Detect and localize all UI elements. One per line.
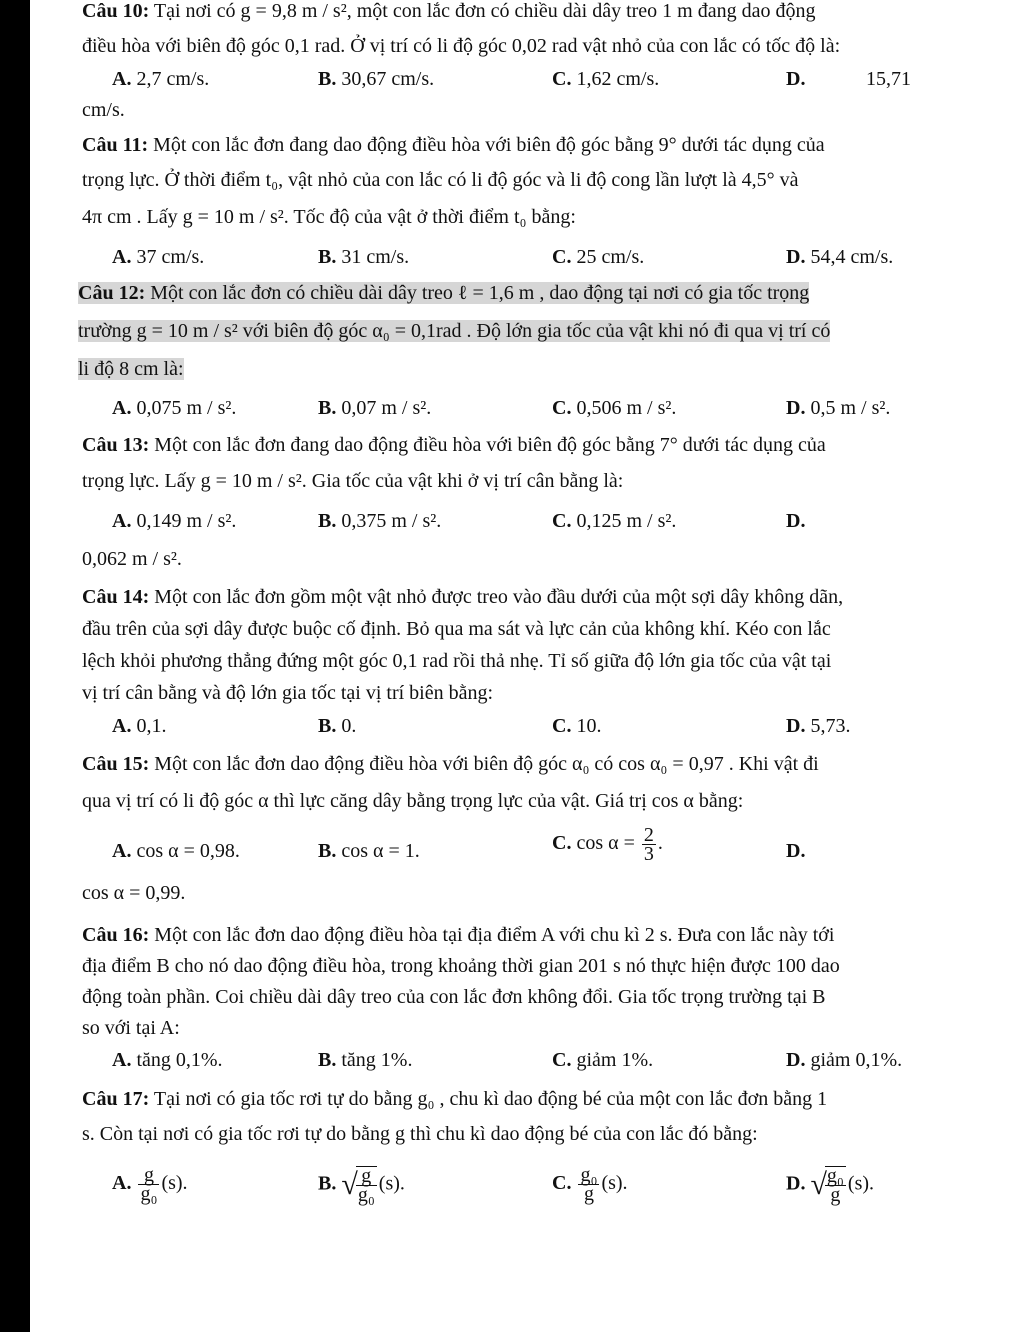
q10-option-d-value: 15,71: [866, 68, 911, 90]
q14-line-3: lệch khỏi phương thẳng đứng một góc 0,1 rad rồi thả nhẹ. Tỉ số giữa độ lớn gia tốc của vật tại: [82, 650, 832, 672]
q17-b-sqrt: √ $\frac{g}{\text{g₀}}$: [341, 1165, 375, 1206]
q16-line-1: Câu 16: Một con lắc đơn dao động điều hòa tại địa điểm A với chu kì 2 s. Đưa con lắc này tới: [82, 924, 835, 946]
q10-line-1: [82, 0, 922, 24]
q11-option-a: A. 37 cm/s.: [112, 246, 205, 268]
q12-line-2: trường g = 10 m / s² với biên độ góc α₀ = 0,1rad . Độ lớn gia tốc của vật khi nó đi qua vị trí có: [78, 320, 831, 342]
q16-line-3: động toàn phần. Coi chiều dài dây treo của con lắc đơn không đổi. Gia tốc trọng trường tại B: [82, 986, 826, 1008]
q15-option-c: C. cos α = $\frac{2}{3}$ .: [552, 824, 663, 865]
q14-line-1: Câu 14: Một con lắc đơn gồm một vật nhỏ được treo vào đầu dưới của một sợi dây không dãn,: [82, 586, 844, 608]
q15-option-a: A. cos α = 0,98.: [112, 840, 240, 862]
q12-label: Câu 12:: [78, 282, 146, 304]
q11-label: Câu 11:: [82, 134, 149, 156]
q16-line-4: so với tại A:: [82, 1017, 180, 1039]
q12-option-a: A. 0,075 m / s².: [112, 397, 237, 419]
q13-option-d: D.: [786, 510, 806, 532]
q17-option-b: B. √ $\frac{g}{\text{g₀}}$ (s).: [318, 1165, 405, 1206]
q16-option-d: D. giảm 0,1%.: [786, 1049, 903, 1071]
q14-option-a: A. 0,1.: [112, 715, 167, 737]
q17-label: Câu 17:: [82, 1088, 150, 1110]
q12-line-3: li độ 8 cm là:: [78, 358, 184, 380]
q10-option-c: C. 1,62 cm/s.: [552, 68, 660, 90]
q17-d-sqrt: √ $\frac{\text{g₀}}{g}$: [810, 1165, 844, 1206]
q16-label: Câu 16:: [82, 924, 150, 946]
q13-option-a: A. 0,149 m / s².: [112, 510, 237, 532]
q10-option-a: A. 2,7 cm/s.: [112, 68, 210, 90]
q14-label: Câu 14:: [82, 586, 150, 608]
left-scan-border: [0, 0, 30, 1332]
q13-label: Câu 13:: [82, 434, 150, 456]
q13-option-b: B. 0,375 m / s².: [318, 510, 442, 532]
q14-option-c: C. 10.: [552, 715, 602, 737]
q15-option-d-cont: cos α = 0,99.: [82, 882, 186, 904]
q12-line-1: Câu 12: Một con lắc đơn có chiều dài dây treo ℓ = 1,6 m , dao động tại nơi có gia tốc trọng: [78, 282, 810, 304]
q15-line-1: Câu 15: Một con lắc đơn dao động điều hòa với biên độ góc α₀ có cos α₀ = 0,97 . Khi vật đi: [82, 753, 819, 775]
q15-option-b: B. cos α = 1.: [318, 840, 420, 862]
q16-line-2: địa điểm B cho nó dao động điều hòa, trong khoảng thời gian 201 s nó thực hiện được 100 dao: [82, 955, 840, 977]
q11-line-2: trọng lực. Ở thời điểm t₀, vật nhỏ của con lắc có li độ góc và li độ cong lần lượt là 4,5° và: [82, 169, 799, 191]
q10-option-d: D.: [786, 68, 806, 90]
q16-option-c: C. giảm 1%.: [552, 1049, 654, 1071]
q17-option-a: A. $\frac{g}{\text{g₀}}$ (s).: [112, 1164, 188, 1205]
q11-option-c: C. 25 cm/s.: [552, 246, 645, 268]
q15-line-2: qua vị trí có li độ góc α thì lực căng dây bằng trọng lực của vật. Giá trị cos α bằng:: [82, 790, 744, 812]
q17-option-d: D. √ $\frac{\text{g₀}}{g}$ (s).: [786, 1165, 875, 1206]
q13-line-1: Câu 13: Một con lắc đơn đang dao động điều hòa với biên độ góc bằng 7° dưới tác dụng của: [82, 434, 826, 456]
q10-text-1: Tại nơi có g = 9,8 m / s², một con lắc đơn có chiều dài dây treo 1 m đang dao động: [149, 0, 816, 22]
q17-a-fraction: $\frac{g}{\text{g₀}}$: [140, 1164, 158, 1205]
q15-label: Câu 15:: [82, 753, 150, 775]
q10-label: Câu 10:: [82, 0, 150, 22]
q12-option-d: D. 0,5 m / s².: [786, 397, 891, 419]
q11-line-3: 4π cm . Lấy g = 10 m / s². Tốc độ của vật ở thời điểm t₀ bằng:: [82, 206, 576, 228]
q11-line-1: Câu 11: Một con lắc đơn đang dao động điều hòa với biên độ góc bằng 9° dưới tác dụng của: [82, 134, 825, 156]
q14-option-b: B. 0.: [318, 715, 357, 737]
q13-option-c: C. 0,125 m / s².: [552, 510, 677, 532]
q13-line-2: trọng lực. Lấy g = 10 m / s². Gia tốc của vật khi ở vị trí cân bằng là:: [82, 470, 624, 492]
q14-option-d: D. 5,73.: [786, 715, 851, 737]
q12-option-b: B. 0,07 m / s².: [318, 397, 432, 419]
q11-option-d: D. 54,4 cm/s.: [786, 246, 894, 268]
q15-option-d: D.: [786, 840, 806, 862]
q15-c-fraction: $\frac{2}{3}$: [643, 824, 654, 865]
q17-line-2: s. Còn tại nơi có gia tốc rơi tự do bằng g thì chu kì dao động bé của con lắc đó bằng:: [82, 1123, 758, 1145]
q17-option-c: C. $\frac{\text{g₀}}{g}$ (s).: [552, 1164, 628, 1205]
q14-line-4: vị trí cân bằng và độ lớn gia tốc tại vị trí biên bằng:: [82, 682, 494, 704]
q16-option-b: B. tăng 1%.: [318, 1049, 413, 1071]
q13-option-d-cont: 0,062 m / s².: [82, 548, 182, 570]
q10-option-b: B. 30,67 cm/s.: [318, 68, 435, 90]
q12-option-c: C. 0,506 m / s².: [552, 397, 677, 419]
q17-c-fraction: $\frac{\text{g₀}}{g}$: [580, 1164, 598, 1205]
q17-line-1: Câu 17: Tại nơi có gia tốc rơi tự do bằng g₀ , chu kì dao động bé của một con lắc đơn bằng 1: [82, 1088, 828, 1110]
q14-line-2: đầu trên của sợi dây được buộc cố định. Bỏ qua ma sát và lực cản của không khí. Kéo con lắc: [82, 618, 831, 640]
q10-option-d-cont: cm/s.: [82, 99, 125, 121]
q16-option-a: A. tăng 0,1%.: [112, 1049, 223, 1071]
q11-option-b: B. 31 cm/s.: [318, 246, 410, 268]
q10-line-2: điều hòa với biên độ góc 0,1 rad. Ở vị trí có li độ góc 0,02 rad vật nhỏ của con lắc có tốc độ là:: [82, 35, 841, 57]
